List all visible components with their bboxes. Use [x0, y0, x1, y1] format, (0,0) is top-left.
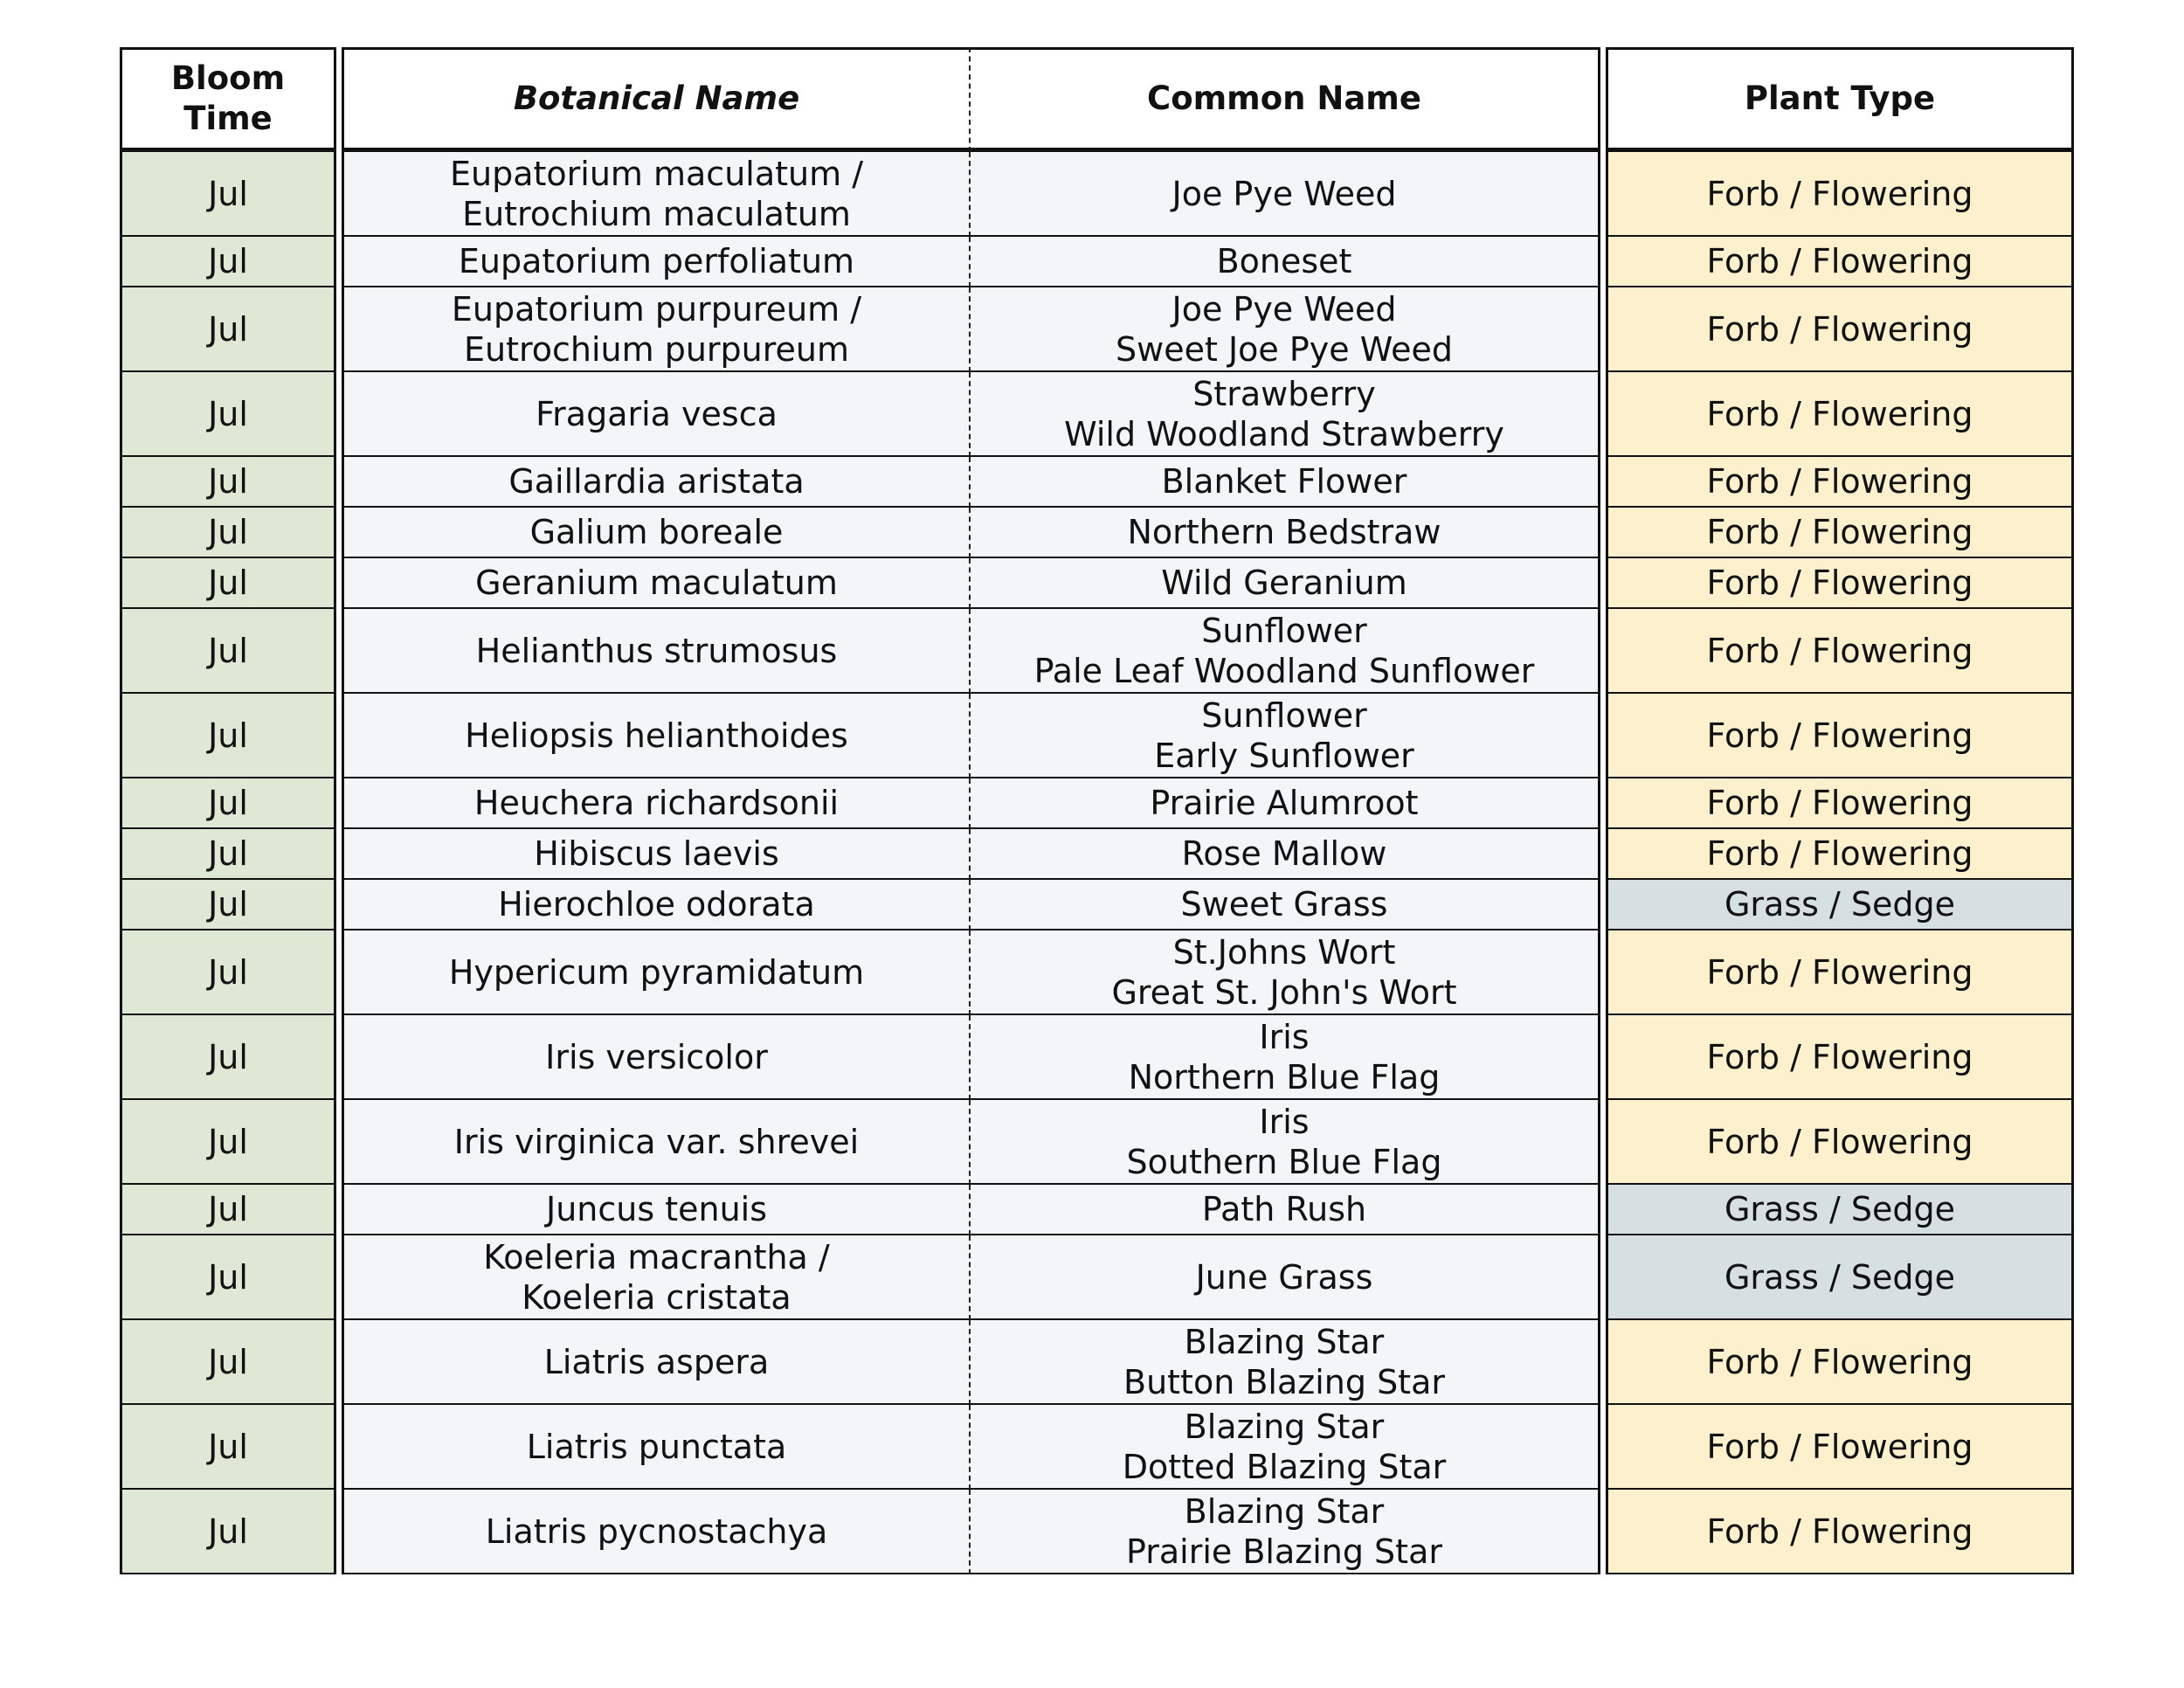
plant-type-cell: Forb / Flowering	[1606, 609, 2074, 694]
plant-type-cell: Forb / Flowering	[1606, 1405, 2074, 1490]
plant-type-cell: Forb / Flowering	[1606, 1015, 2074, 1100]
table-row	[120, 287, 2074, 372]
table-row	[120, 1100, 2074, 1185]
header-common-name: Common Name	[971, 47, 1600, 152]
table-row	[120, 1185, 2074, 1235]
common-name-cell	[971, 1405, 1600, 1490]
botanical-name-line: Heliopsis helianthoides	[465, 716, 848, 755]
common-name-line: Boneset	[1216, 242, 1352, 280]
common-name-line: Strawberry	[1192, 374, 1376, 413]
bloom-time-cell: Jul	[120, 372, 336, 457]
plant-type-cell: Grass / Sedge	[1606, 1235, 2074, 1320]
common-name-cell	[971, 694, 1600, 778]
common-name-line: St.Johns Wort	[1172, 932, 1396, 972]
common-name-cell	[971, 880, 1600, 930]
botanical-name-line: Eutrochium maculatum	[462, 194, 851, 233]
botanical-name-cell	[342, 237, 971, 287]
botanical-name-line: Eutrochium purpureum	[463, 329, 850, 369]
bloom-time-cell: Jul	[120, 237, 336, 287]
table-row	[120, 457, 2074, 508]
table-row	[120, 609, 2074, 694]
table-row	[120, 778, 2074, 829]
botanical-name-line: Geranium maculatum	[475, 564, 838, 602]
common-name-cell	[971, 1100, 1600, 1185]
bloom-time-cell: Jul	[120, 1490, 336, 1574]
botanical-name-line: Liatris pycnostachya	[485, 1512, 828, 1551]
plant-type-cell: Forb / Flowering	[1606, 694, 2074, 778]
common-name-line: Blazing Star	[1184, 1322, 1385, 1361]
common-name-line: Sweet Joe Pye Weed	[1116, 329, 1453, 369]
table-row	[120, 880, 2074, 930]
plant-type-cell: Forb / Flowering	[1606, 558, 2074, 609]
botanical-name-line: Liatris aspera	[543, 1342, 770, 1381]
table-row	[120, 372, 2074, 457]
common-name-line: Joe Pye Weed	[1171, 289, 1397, 329]
bloom-time-cell: Jul	[120, 1015, 336, 1100]
common-name-line: Blanket Flower	[1161, 462, 1407, 501]
botanical-name-line: Helianthus strumosus	[475, 631, 838, 670]
table-row	[120, 508, 2074, 558]
botanical-name-cell	[342, 880, 971, 930]
botanical-name-line: Hierochloe odorata	[498, 885, 815, 924]
botanical-name-line: Hibiscus laevis	[534, 834, 779, 873]
plant-type-cell: Forb / Flowering	[1606, 1100, 2074, 1185]
table-row	[120, 694, 2074, 778]
bloom-time-cell: Jul	[120, 829, 336, 880]
common-name-cell	[971, 1235, 1600, 1320]
botanical-name-cell	[342, 829, 971, 880]
botanical-name-cell	[342, 694, 971, 778]
botanical-name-line: Eupatorium purpureum /	[451, 289, 862, 329]
botanical-name-cell	[342, 930, 971, 1015]
common-name-line: Southern Blue Flag	[1126, 1142, 1442, 1181]
common-name-line: Sweet Grass	[1180, 885, 1388, 924]
common-name-line: Pale Leaf Woodland Sunflower	[1033, 651, 1535, 690]
common-name-line: Rose Mallow	[1181, 834, 1387, 873]
table-row	[120, 237, 2074, 287]
common-name-cell	[971, 829, 1600, 880]
common-name-cell	[971, 1015, 1600, 1100]
botanical-name-line: Eupatorium maculatum /	[449, 154, 863, 193]
common-name-line: Great St. John's Wort	[1111, 972, 1457, 1012]
botanical-name-cell	[342, 609, 971, 694]
common-name-cell	[971, 558, 1600, 609]
common-name-line: Prairie Blazing Star	[1126, 1532, 1442, 1571]
plant-type-cell: Forb / Flowering	[1606, 287, 2074, 372]
table-row	[120, 930, 2074, 1015]
botanical-name-cell	[342, 1405, 971, 1490]
common-name-cell	[971, 1490, 1600, 1574]
plant-type-cell: Forb / Flowering	[1606, 152, 2074, 237]
table-row	[120, 1235, 2074, 1320]
common-name-line: Iris	[1259, 1102, 1310, 1141]
common-name-line: Wild Geranium	[1161, 564, 1407, 602]
bloom-time-cell: Jul	[120, 508, 336, 558]
botanical-name-cell	[342, 1015, 971, 1100]
plant-type-cell: Forb / Flowering	[1606, 372, 2074, 457]
common-name-line: Sunflower	[1201, 611, 1367, 650]
plant-type-cell: Forb / Flowering	[1606, 1490, 2074, 1574]
bloom-time-cell: Jul	[120, 558, 336, 609]
botanical-name-line: Koeleria cristata	[522, 1277, 791, 1317]
common-name-line: Button Blazing Star	[1123, 1362, 1445, 1401]
common-name-cell	[971, 457, 1600, 508]
common-name-cell	[971, 152, 1600, 237]
bloom-time-cell: Jul	[120, 1320, 336, 1405]
botanical-name-line: Koeleria macrantha /	[483, 1237, 830, 1276]
plant-type-cell: Forb / Flowering	[1606, 778, 2074, 829]
plant-type-cell: Forb / Flowering	[1606, 457, 2074, 508]
common-name-cell	[971, 930, 1600, 1015]
bloom-time-cell: Jul	[120, 1235, 336, 1320]
plant-type-cell: Grass / Sedge	[1606, 1185, 2074, 1235]
common-name-cell	[971, 508, 1600, 558]
common-name-cell	[971, 1185, 1600, 1235]
plant-type-cell: Forb / Flowering	[1606, 1320, 2074, 1405]
common-name-line: Dotted Blazing Star	[1122, 1447, 1447, 1486]
common-name-line: Wild Woodland Strawberry	[1064, 414, 1504, 453]
common-name-line: Prairie Alumroot	[1150, 784, 1419, 822]
table-row	[120, 152, 2074, 237]
plant-type-cell: Forb / Flowering	[1606, 237, 2074, 287]
botanical-name-cell	[342, 558, 971, 609]
botanical-name-cell	[342, 152, 971, 237]
plant-type-cell: Forb / Flowering	[1606, 508, 2074, 558]
table-row	[120, 1490, 2074, 1574]
botanical-name-cell	[342, 372, 971, 457]
common-name-line: Northern Bedstraw	[1127, 513, 1441, 551]
common-name-line: Blazing Star	[1184, 1407, 1385, 1446]
bloom-time-cell: Jul	[120, 287, 336, 372]
common-name-line: Blazing Star	[1184, 1491, 1385, 1531]
plant-type-cell: Forb / Flowering	[1606, 930, 2074, 1015]
bloom-time-cell: Jul	[120, 609, 336, 694]
botanical-name-line: Juncus tenuis	[545, 1190, 768, 1228]
botanical-name-line: Heuchera richardsonii	[473, 784, 840, 822]
bloom-time-cell: Jul	[120, 778, 336, 829]
botanical-name-cell	[342, 1320, 971, 1405]
bloom-time-cell: Jul	[120, 1405, 336, 1490]
botanical-name-line: Iris virginica var. shrevei	[453, 1122, 860, 1161]
common-name-cell	[971, 778, 1600, 829]
header-row	[120, 47, 2074, 152]
plant-type-cell: Grass / Sedge	[1606, 880, 2074, 930]
botanical-name-cell	[342, 287, 971, 372]
bloom-time-cell: Jul	[120, 880, 336, 930]
plant-type-cell: Forb / Flowering	[1606, 829, 2074, 880]
botanical-name-cell	[342, 457, 971, 508]
botanical-name-cell	[342, 1100, 971, 1185]
botanical-name-line: Hypericum pyramidatum	[448, 952, 865, 992]
common-name-cell	[971, 287, 1600, 372]
common-name-cell	[971, 1320, 1600, 1405]
common-name-cell	[971, 372, 1600, 457]
botanical-name-line: Fragaria vesca	[536, 394, 778, 433]
common-name-line: June Grass	[1195, 1257, 1373, 1297]
table-row	[120, 1405, 2074, 1490]
common-name-line: Sunflower	[1201, 695, 1367, 735]
plant-table	[120, 47, 2074, 1574]
common-name-line: Path Rush	[1201, 1190, 1367, 1228]
header-bloom-time: Bloom Time	[120, 47, 336, 152]
bloom-time-cell: Jul	[120, 930, 336, 1015]
bloom-time-cell: Jul	[120, 457, 336, 508]
botanical-name-line: Gaillardia aristata	[508, 462, 805, 501]
botanical-name-line: Liatris punctata	[526, 1427, 787, 1466]
common-name-cell	[971, 237, 1600, 287]
botanical-name-line: Eupatorium perfoliatum	[458, 242, 855, 280]
botanical-name-cell	[342, 1235, 971, 1320]
botanical-name-line: Iris versicolor	[545, 1037, 768, 1076]
common-name-line: Northern Blue Flag	[1128, 1057, 1441, 1097]
bloom-time-cell: Jul	[120, 1185, 336, 1235]
table-row	[120, 829, 2074, 880]
botanical-name-cell	[342, 778, 971, 829]
common-name-line: Early Sunflower	[1154, 736, 1414, 775]
botanical-name-cell	[342, 1490, 971, 1574]
bloom-time-cell: Jul	[120, 1100, 336, 1185]
botanical-name-cell	[342, 508, 971, 558]
table-row	[120, 558, 2074, 609]
header-botanical-name: Botanical Name	[342, 47, 971, 152]
bloom-time-cell: Jul	[120, 694, 336, 778]
bloom-time-cell: Jul	[120, 152, 336, 237]
table-body	[120, 152, 2074, 1574]
table-row	[120, 1015, 2074, 1100]
table-row	[120, 1320, 2074, 1405]
botanical-name-cell	[342, 1185, 971, 1235]
header-plant-type: Plant Type	[1606, 47, 2074, 152]
common-name-line: Iris	[1259, 1017, 1310, 1056]
common-name-line: Joe Pye Weed	[1171, 174, 1397, 213]
common-name-cell	[971, 609, 1600, 694]
botanical-name-line: Galium boreale	[529, 513, 784, 551]
